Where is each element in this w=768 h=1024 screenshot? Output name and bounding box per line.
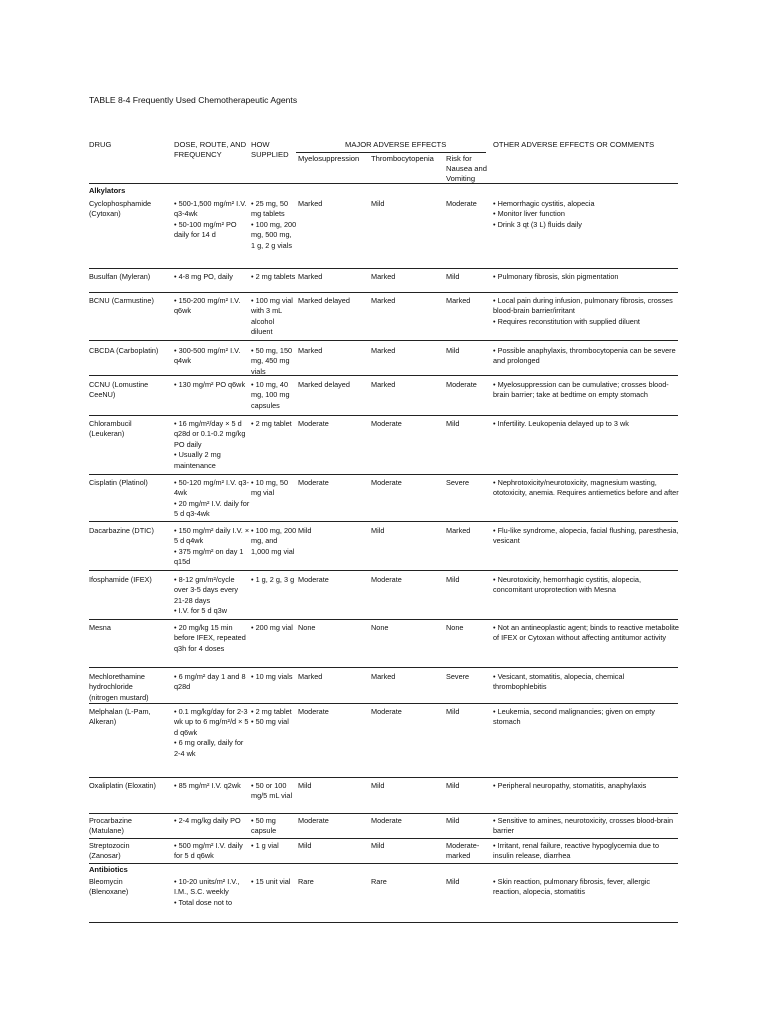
myelosuppression: Moderate [298,575,329,584]
myelosuppression: Marked [298,272,323,281]
header-nausea-risk: Risk for Nausea and Vomiting [446,154,487,183]
row-divider [89,474,678,475]
dose-route: • 300-500 mg/m² I.V. q4wk [174,346,241,366]
row-divider [89,838,678,839]
dose-route: • 8-12 gm/m²/cycle over 3-5 days every 21-28 days • I.V. for 5 d q3w [174,575,239,616]
section-alkylators: Alkylators [89,186,126,195]
drug-name: CBCDA (Carboplatin) [89,346,159,355]
thrombocytopenia: Mild [371,199,385,208]
nausea-risk: None [446,623,464,632]
nausea-risk: Severe [446,672,470,681]
myelosuppression: Moderate [298,707,329,716]
drug-name: Ifosphamide (IFEX) [89,575,152,584]
thrombocytopenia: Marked [371,380,396,389]
row-divider [89,268,678,269]
myelosuppression: Moderate [298,419,329,428]
nausea-risk: Mild [446,877,460,886]
how-supplied: • 100 mg, 200 mg, and 1,000 mg vial [251,526,297,556]
dose-route: • 6 mg/m² day 1 and 8 q28d [174,672,246,692]
thrombocytopenia: Marked [371,346,396,355]
other-effects: • Leukemia, second malignancies; given on empty stomach [493,707,655,727]
drug-name: Bleomycin (Blenoxane) [89,877,129,897]
header-myelosuppression: Myelosuppression [298,154,360,163]
dose-route: • 16 mg/m²/day × 5 d q28d or 0.1-0.2 mg/kg PO daily • Usually 2 mg maintenance [174,419,246,470]
thrombocytopenia: Moderate [371,419,402,428]
drug-name: Cyclophosphamide (Cytoxan) [89,199,152,219]
nausea-risk: Mild [446,575,460,584]
drug-name: Melphalan (L-Pam, Alkeran) [89,707,151,727]
dose-route: • 150-200 mg/m² I.V. q6wk [174,296,241,316]
header-other-effects: OTHER ADVERSE EFFECTS OR COMMENTS [493,140,655,149]
nausea-risk: Marked [446,526,471,535]
other-effects: • Skin reaction, pulmonary fibrosis, fever, allergic reaction, alopecia, stomatitis [493,877,651,897]
dose-route: • 20 mg/kg 15 min before IFEX, repeated q3h for 4 doses [174,623,246,653]
nausea-risk: Mild [446,272,460,281]
major-header-underline [296,152,486,153]
myelosuppression: None [298,623,316,632]
drug-name: Dacarbazine (DTIC) [89,526,154,535]
other-effects: • Hemorrhagic cystitis, alopecia • Monitor liver function • Drink 3 qt (3 L) fluids daily [493,199,595,229]
thrombocytopenia: Moderate [371,707,402,716]
other-effects: • Infertility. Leukopenia delayed up to 3 wk [493,419,629,428]
thrombocytopenia: Marked [371,672,396,681]
drug-name: Streptozocin (Zanosar) [89,841,130,861]
row-divider [89,521,678,522]
row-divider [89,777,678,778]
how-supplied: • 200 mg vial [251,623,293,632]
thrombocytopenia: Moderate [371,816,402,825]
row-divider [89,813,678,814]
how-supplied: • 50 mg capsule [251,816,277,836]
how-supplied: • 50 or 100 mg/5 mL vial [251,781,293,801]
how-supplied: • 2 mg tablet [251,419,292,428]
how-supplied: • 2 mg tablet • 50 mg vial [251,707,292,727]
other-effects: • Peripheral neuropathy, stomatitis, anaphylaxis [493,781,647,790]
myelosuppression: Mild [298,781,312,790]
myelosuppression: Rare [298,877,314,886]
nausea-risk: Mild [446,781,460,790]
dose-route: • 85 mg/m² I.V. q2wk [174,781,241,790]
thrombocytopenia: Moderate [371,478,402,487]
section-antibiotics: Antibiotics [89,865,128,874]
myelosuppression: Marked [298,672,323,681]
nausea-risk: Marked [446,296,471,305]
row-divider [89,570,678,571]
myelosuppression: Mild [298,841,312,850]
thrombocytopenia: Mild [371,841,385,850]
other-effects: • Possible anaphylaxis, thrombocytopenia can be severe and prolonged [493,346,676,366]
how-supplied: • 10 mg, 50 mg vial [251,478,289,498]
row-divider [89,667,678,668]
row-divider [89,340,678,341]
how-supplied: • 1 g, 2 g, 3 g [251,575,295,584]
thrombocytopenia: Marked [371,272,396,281]
nausea-risk: Mild [446,419,460,428]
nausea-risk: Severe [446,478,470,487]
row-divider [89,292,678,293]
dose-route: • 4-8 mg PO, daily [174,272,233,281]
table-title: TABLE 8-4 Frequently Used Chemotherapeutic Agents [89,95,298,105]
drug-name: Mesna [89,623,111,632]
table-bottom-rule [89,922,678,923]
header-major-adverse: MAJOR ADVERSE EFFECTS [345,140,447,149]
nausea-risk: Mild [446,816,460,825]
thrombocytopenia: Rare [371,877,387,886]
myelosuppression: Marked [298,199,323,208]
thrombocytopenia: Mild [371,526,385,535]
drug-name: Oxaliplatin (Eloxatin) [89,781,156,790]
nausea-risk: Moderate [446,380,477,389]
other-effects: • Not an antineoplastic agent; binds to reactive metabolite of IFEX or Cytoxan without affecting antitumor activity [493,623,679,643]
row-divider [89,415,678,416]
header-drug: DRUG [89,140,112,149]
dose-route: • 2-4 mg/kg daily PO [174,816,241,825]
other-effects: • Irritant, renal failure, reactive hypoglycemia due to insulin release, diarrhea [493,841,660,861]
drug-name: Mechlorethamine hydrochloride (nitrogen mustard) [89,672,149,702]
how-supplied: • 15 unit vial [251,877,291,886]
dose-route: • 0.1 mg/kg/day for 2-3 wk up to 6 mg/m²/d × 5 d q6wk • 6 mg orally, daily for 2-4 wk [174,707,249,758]
other-effects: • Nephrotoxicity/neurotoxicity, magnesium wasting, ototoxicity, anemia. Requires antiemetics before and after [493,478,679,498]
how-supplied: • 25 mg, 50 mg tablets • 100 mg, 200 mg, 500 mg, 1 g, 2 g vials [251,199,297,250]
drug-name: Chlorambucil (Leukeran) [89,419,132,439]
myelosuppression: Moderate [298,478,329,487]
other-effects: • Local pain during infusion, pulmonary fibrosis, crosses blood-brain barrier/irritant • Requires reconstitution with supplied diluent [493,296,673,326]
other-effects: • Pulmonary fibrosis, skin pigmentation [493,272,619,281]
row-divider [89,703,678,704]
myelosuppression: Mild [298,526,312,535]
nausea-risk: Moderate- marked [446,841,480,861]
header-rule [89,183,678,184]
thrombocytopenia: None [371,623,389,632]
myelosuppression: Marked delayed [298,380,350,389]
dose-route: • 50-120 mg/m² I.V. q3-4wk • 20 mg/m² I.V. daily for 5 d q3-4wk [174,478,250,519]
how-supplied: • 2 mg tablets [251,272,296,281]
header-how-supplied: HOW SUPPLIED [251,140,289,159]
row-divider [89,863,678,864]
header-dose: DOSE, ROUTE, AND FREQUENCY [174,140,247,159]
thrombocytopenia: Mild [371,781,385,790]
dose-route: • 130 mg/m² PO q6wk [174,380,246,389]
row-divider [89,619,678,620]
nausea-risk: Mild [446,707,460,716]
how-supplied: • 10 mg vials [251,672,293,681]
drug-name: BCNU (Carmustine) [89,296,154,305]
myelosuppression: Marked [298,346,323,355]
how-supplied: • 10 mg, 40 mg, 100 mg capsules [251,380,290,410]
thrombocytopenia: Moderate [371,575,402,584]
dose-route: • 500-1,500 mg/m² I.V. q3-4wk • 50-100 mg/m² PO daily for 14 d [174,199,247,240]
other-effects: • Sensitive to amines, neurotoxicity, crosses blood-brain barrier [493,816,674,836]
how-supplied: • 100 mg vial with 3 mL alcohol diluent [251,296,293,337]
myelosuppression: Marked delayed [298,296,350,305]
other-effects: • Myelosuppression can be cumulative; crosses blood-brain barrier; take at bedtime on empty stomach [493,380,669,400]
thrombocytopenia: Marked [371,296,396,305]
how-supplied: • 50 mg, 150 mg, 450 mg vials [251,346,293,376]
other-effects: • Vesicant, stomatitis, alopecia, chemical thrombophlebitis [493,672,625,692]
drug-name: Cisplatin (Platinol) [89,478,148,487]
drug-name: Procarbazine (Matulane) [89,816,132,836]
row-divider [89,375,678,376]
drug-name: CCNU (Lomustine CeeNU) [89,380,149,400]
nausea-risk: Mild [446,346,460,355]
other-effects: • Flu-like syndrome, alopecia, facial flushing, paresthesia, vesicant [493,526,679,546]
dose-route: • 10-20 units/m² I.V., I.M., S.C. weekly • Total dose not to [174,877,240,907]
header-thrombocytopenia: Thrombocytopenia [371,154,434,163]
how-supplied: • 1 g vial [251,841,279,850]
drug-name: Busulfan (Myleran) [89,272,151,281]
dose-route: • 500 mg/m² I.V. daily for 5 d q6wk [174,841,243,861]
myelosuppression: Moderate [298,816,329,825]
dose-route: • 150 mg/m² daily I.V. × 5 d q4wk • 375 mg/m² on day 1 q15d [174,526,250,567]
other-effects: • Neurotoxicity, hemorrhagic cystitis, alopecia, concomitant uroprotection with Mesna [493,575,642,595]
nausea-risk: Moderate [446,199,477,208]
